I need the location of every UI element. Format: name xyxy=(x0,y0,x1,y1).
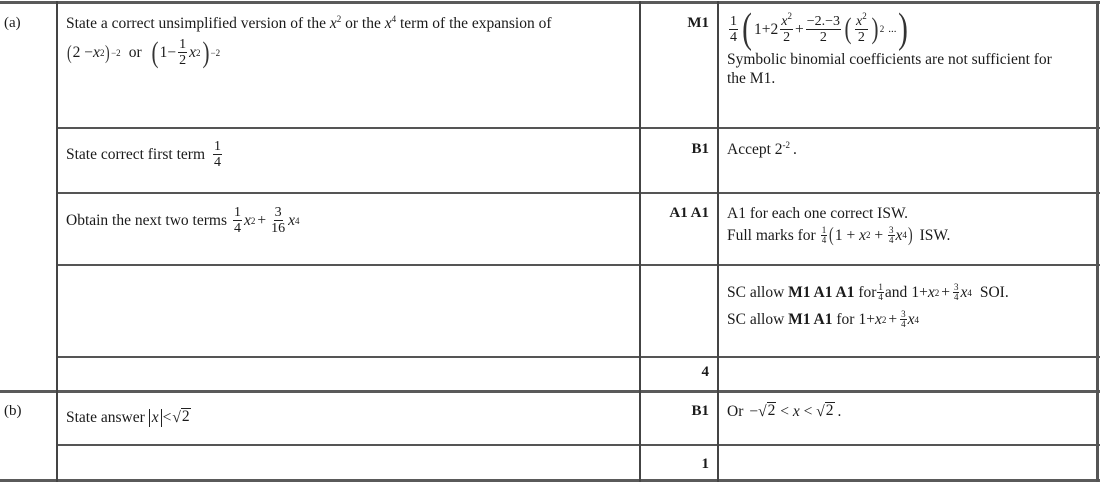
mark-a-row3: A1 A1 xyxy=(669,205,709,221)
table-border-right xyxy=(1096,1,1099,482)
table-border-top xyxy=(0,1,1100,4)
row-divider xyxy=(57,127,1100,129)
part-label-b: (b) xyxy=(4,403,22,419)
column-divider xyxy=(717,1,719,482)
mark-a-row2: B1 xyxy=(691,141,709,157)
guidance-a-row4 xyxy=(727,283,1092,329)
row-divider xyxy=(57,444,1100,446)
binomial-expansion-working: $\frac{1}{4}$ ( 1+2 $\frac{x^2}{2}$ + $\frac{-2.-3}{2}$ ( $\frac{x^2}{2}$ ) 2 ... ) xyxy=(730,6,909,52)
expansion-expressions: ( 2 − x 2 ) −2 or ( 1− $\frac{1}{2}$ x 2 ) −2 xyxy=(67,35,221,69)
total-marks-b: 1 xyxy=(701,456,709,472)
answer-a-row1-line1: State a correct unsimplified version of the $x^2$ or the $x^4$ term of the expansion of xyxy=(66,14,552,32)
answer-a-row2: State correct first term $\frac{1}{4}$ xyxy=(66,139,222,170)
answer-a-row1 xyxy=(66,14,636,68)
guidance-a-row1 xyxy=(727,8,1087,88)
guidance-a-row2: Accept $2^{-2}$ . xyxy=(727,140,797,158)
mark-a-row1: M1 xyxy=(687,15,709,31)
section-divider xyxy=(0,390,1100,393)
row-divider xyxy=(57,192,1100,194)
guidance-a-row3: A1 for each one correct ISW. Full marks for $\frac{1}{4}$ ( 1 + x 2 + $\frac{3}{4}$ x 4 ) ISW. xyxy=(727,205,951,246)
first-term-fraction: $\frac{1}{4}$ xyxy=(214,139,222,170)
part-label-a: (a) xyxy=(4,15,21,31)
special-case-1: SC allow M1 A1 A1 for $\frac{1}{4}$ and 1+ x 2 + $\frac{3}{4}$ x 4 SOI. xyxy=(727,282,1009,302)
answer-a-row3: Obtain the next two terms $\frac{1}{4}$ x 2 + $\frac{3}{16}$ x 4 xyxy=(66,205,300,236)
guidance-note-symbolic: Symbolic binomial coefficients are not sufficient for the M1. xyxy=(727,51,1052,87)
column-divider xyxy=(639,1,641,482)
answer-b-row1: State answer x < √ 2 xyxy=(66,408,190,426)
mark-b-row1: B1 xyxy=(691,403,709,419)
row-divider xyxy=(57,356,1100,358)
special-case-2: SC allow M1 A1 for 1+ x 2 + $\frac{3}{4}$ x 4 xyxy=(727,309,919,329)
guidance-b-row1: Or − √ 2 < x < √ 2 . xyxy=(727,402,842,420)
total-marks-a: 4 xyxy=(701,364,709,380)
column-divider xyxy=(56,1,58,482)
row-divider xyxy=(57,264,1100,266)
